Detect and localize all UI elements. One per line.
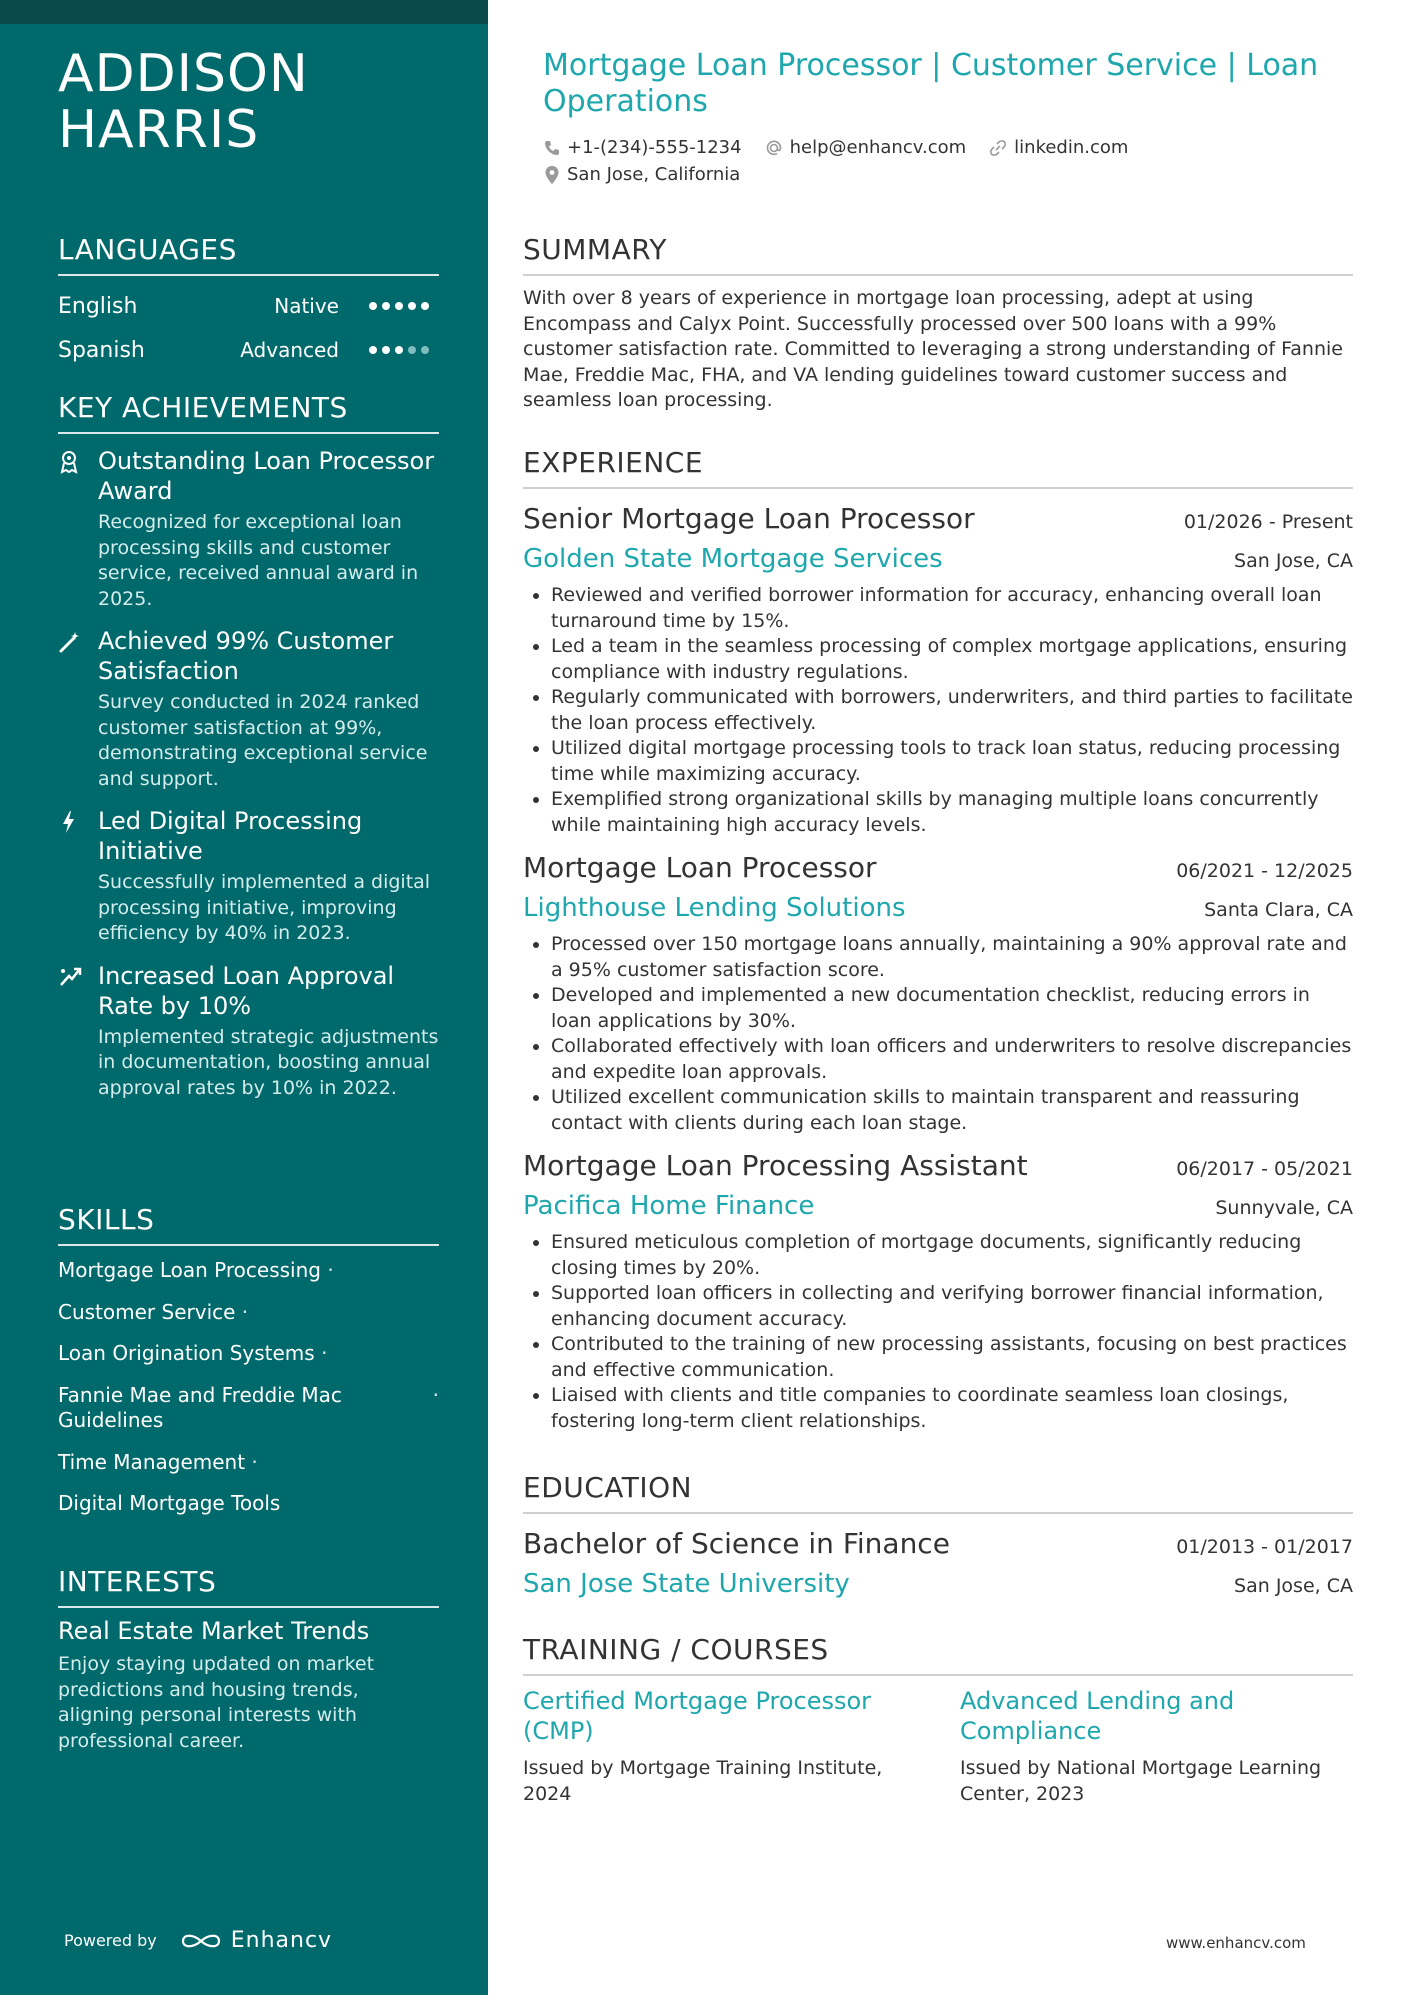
summary-section	[523, 232, 1353, 414]
education-location: San Jose, CA	[1234, 1575, 1353, 1597]
language-level: Advanced	[240, 338, 339, 362]
first-name: ADDISON	[58, 44, 309, 104]
language-level: Native	[274, 294, 339, 318]
phone-number: +1-(234)-555-1234	[567, 137, 742, 158]
job-bullet: • Led a team in the seamless processing of complex mortgage applications, ensuring compliance with industry regulations.	[551, 634, 1353, 685]
rating-dot	[421, 346, 429, 354]
rating-dot	[369, 346, 377, 354]
education-dates: 01/2013 - 01/2017	[1176, 1536, 1353, 1558]
interests-section	[58, 1564, 439, 1754]
achievements-section	[58, 390, 439, 1115]
skill-label: Fannie Mae and Freddie Mac Guidelines	[58, 1382, 342, 1432]
linkedin-url: linkedin.com	[1014, 137, 1129, 158]
skill-item	[58, 1258, 439, 1284]
achievements-heading: KEY ACHIEVEMENTS	[58, 390, 439, 434]
training-description: Issued by Mortgage Training Institute, 2024	[523, 1757, 883, 1805]
link-icon	[988, 138, 1008, 158]
skill-separator: ·	[241, 1299, 249, 1324]
job-bullet: • Liaised with clients and title companies to coordinate seamless loan closings, fostering long-term client relationships.	[551, 1383, 1353, 1434]
rating-dot	[382, 302, 390, 310]
enhancv-logo[interactable]	[179, 1928, 332, 1953]
skill-label: Loan Origination Systems	[58, 1341, 315, 1365]
job-bullets	[523, 583, 1353, 838]
rating-dot	[408, 346, 416, 354]
award-icon	[58, 446, 98, 612]
training-item	[523, 1686, 916, 1807]
language-row	[58, 284, 439, 328]
training-section	[523, 1632, 1353, 1807]
experience-heading: EXPERIENCE	[523, 445, 1353, 489]
at-sign-icon	[764, 138, 784, 158]
lightning-icon	[58, 806, 98, 947]
email-address: help@enhancv.com	[789, 137, 967, 158]
skill-item	[58, 1300, 439, 1326]
language-name: Spanish	[58, 337, 145, 363]
job-bullet: • Supported loan officers in collecting and verifying borrower financial information, enhancing document accuracy.	[551, 1281, 1353, 1332]
skill-separator: ·	[321, 1341, 328, 1365]
company-name: Pacifica Home Finance	[523, 1191, 815, 1221]
interest-description: Enjoy staying updated on market predictions and housing trends, aligning personal interests with professional career.	[58, 1653, 375, 1752]
achievement-item	[58, 626, 439, 792]
job-title: Mortgage Loan Processor	[523, 851, 877, 884]
rating-dot	[369, 302, 377, 310]
sidebar-top-bar	[0, 0, 488, 24]
skills-heading: SKILLS	[58, 1202, 439, 1246]
job-bullet: • Regularly communicated with borrowers, underwriters, and third parties to facilitate the loan process effectively.	[551, 685, 1353, 736]
summary-text: With over 8 years of experience in mortgage loan processing, adept at using Encompass and Calyx Point. Successfully processed over 500 loans with a 99% customer satisfaction rate. Committed to leveraging a strong understanding of Fannie Mae, Freddie Mac, FHA, and VA lending guidelines toward customer success and seamless loan processing.	[523, 287, 1343, 411]
company-name: Lighthouse Lending Solutions	[523, 893, 906, 923]
summary-heading: SUMMARY	[523, 232, 1353, 276]
skill-item	[58, 1491, 439, 1517]
job-location: San Jose, CA	[1234, 550, 1353, 572]
achievement-title: Outstanding Loan Processor Award	[98, 447, 435, 505]
location-text: San Jose, California	[567, 164, 741, 185]
phone-contact[interactable]	[543, 137, 742, 158]
job-location: Sunnyvale, CA	[1215, 1197, 1353, 1219]
job-bullet: • Reviewed and verified borrower information for accuracy, enhancing overall loan turnaround time by 15%.	[551, 583, 1353, 634]
candidate-name	[58, 46, 458, 158]
email-contact[interactable]	[764, 137, 967, 158]
job-entry	[523, 499, 1353, 838]
job-bullets	[523, 1230, 1353, 1434]
magic-wand-icon	[58, 626, 98, 792]
training-title: Advanced Lending and Compliance	[960, 1687, 1235, 1745]
interest-title: Real Estate Market Trends	[58, 1617, 370, 1645]
job-bullet: • Processed over 150 mortgage loans annually, maintaining a 90% approval rate and a 95% customer satisfaction score.	[551, 932, 1353, 983]
job-entry	[523, 1146, 1353, 1434]
location-pin-icon	[543, 165, 561, 185]
achievement-description: Implemented strategic adjustments in documentation, boosting annual approval rates by 10% in 2022.	[98, 1025, 439, 1099]
brand-name: Enhancv	[230, 1928, 333, 1953]
skill-separator: ·	[251, 1449, 258, 1474]
training-title: Certified Mortgage Processor (CMP)	[523, 1687, 872, 1745]
location-contact	[543, 164, 740, 185]
language-name: English	[58, 293, 138, 319]
phone-icon	[543, 139, 561, 157]
achievement-description: Successfully implemented a digital processing initiative, improving efficiency by 40% in 2023.	[98, 871, 431, 944]
skills-section	[58, 1202, 439, 1533]
job-bullet: • Collaborated effectively with loan officers and underwriters to resolve discrepancies and expedite loan approvals.	[551, 1034, 1353, 1085]
achievement-title: Led Digital Processing Initiative	[98, 807, 363, 865]
skill-label: Digital Mortgage Tools	[58, 1491, 281, 1515]
experience-section	[523, 445, 1353, 1444]
achievement-item	[58, 961, 439, 1102]
powered-by	[64, 1928, 332, 1953]
school-name: San Jose State University	[523, 1569, 850, 1599]
job-bullet: • Exemplified strong organizational skills by managing multiple loans concurrently while maintaining high accuracy levels.	[551, 787, 1353, 838]
skill-separator: ·	[327, 1258, 334, 1282]
job-title: Senior Mortgage Loan Processor	[523, 502, 975, 535]
website-link[interactable]: www.enhancv.com	[1166, 1934, 1306, 1952]
languages-heading: LANGUAGES	[58, 232, 439, 276]
job-location: Santa Clara, CA	[1204, 899, 1353, 921]
job-bullet: • Contributed to the training of new processing assistants, focusing on best practices and effective communication.	[551, 1332, 1353, 1383]
skill-label: Customer Service	[58, 1299, 236, 1324]
skill-item	[58, 1341, 439, 1367]
training-heading: TRAINING / COURSES	[523, 1632, 1353, 1676]
language-rating	[369, 302, 439, 310]
job-bullets	[523, 932, 1353, 1136]
training-item	[960, 1686, 1353, 1807]
degree-title: Bachelor of Science in Finance	[523, 1527, 950, 1560]
contact-info	[543, 134, 1128, 188]
job-bullet: • Ensured meticulous completion of mortgage documents, significantly reducing closing times by 20%.	[551, 1230, 1353, 1281]
trend-up-icon	[58, 961, 98, 1102]
rating-dot	[395, 302, 403, 310]
job-bullet: • Developed and implemented a new documentation checklist, reducing errors in loan applications by 30%.	[551, 983, 1353, 1034]
interests-heading: INTERESTS	[58, 1564, 439, 1608]
languages-section	[58, 232, 439, 372]
sidebar	[0, 0, 488, 1995]
skill-item	[58, 1383, 439, 1434]
skill-separator: ·	[432, 1382, 439, 1407]
job-dates: 06/2021 - 12/2025	[1176, 860, 1353, 882]
achievement-description: Survey conducted in 2024 ranked customer satisfaction at 99%, demonstrating exceptional service and support.	[98, 691, 428, 790]
job-entry	[523, 848, 1353, 1136]
education-section	[523, 1470, 1353, 1604]
language-rating	[369, 346, 439, 354]
job-dates: 01/2026 - Present	[1183, 511, 1353, 533]
skill-label: Time Management	[58, 1449, 246, 1474]
skill-item	[58, 1450, 439, 1476]
job-dates: 06/2017 - 05/2021	[1176, 1158, 1353, 1180]
company-name: Golden State Mortgage Services	[523, 544, 943, 574]
skill-label: Mortgage Loan Processing	[58, 1258, 321, 1282]
job-bullet: • Utilized excellent communication skills to maintain transparent and reassuring contact with clients during each loan stage.	[551, 1085, 1353, 1136]
achievement-item	[58, 806, 439, 947]
job-bullet: • Utilized digital mortgage processing tools to track loan status, reducing processing time while maximizing accuracy.	[551, 736, 1353, 787]
education-heading: EDUCATION	[523, 1470, 1353, 1514]
achievement-description: Recognized for exceptional loan processing skills and customer service, received annual award in 2025.	[98, 511, 419, 610]
rating-dot	[382, 346, 390, 354]
achievement-title: Achieved 99% Customer Satisfaction	[98, 627, 394, 685]
powered-by-label: Powered by	[64, 1931, 157, 1950]
achievement-title: Increased Loan Approval Rate by 10%	[98, 961, 395, 1020]
job-title: Mortgage Loan Processing Assistant	[523, 1149, 1028, 1182]
enhancv-logo-icon	[179, 1930, 223, 1952]
language-row	[58, 328, 439, 372]
rating-dot	[395, 346, 403, 354]
resume-headline: Mortgage Loan Processor | Customer Service | Loan Operations	[543, 48, 1319, 119]
rating-dot	[408, 302, 416, 310]
rating-dot	[421, 302, 429, 310]
training-description: Issued by National Mortgage Learning Center, 2023	[960, 1757, 1322, 1805]
achievement-item	[58, 446, 439, 612]
last-name: HARRIS	[58, 100, 260, 160]
linkedin-contact[interactable]	[988, 137, 1128, 158]
